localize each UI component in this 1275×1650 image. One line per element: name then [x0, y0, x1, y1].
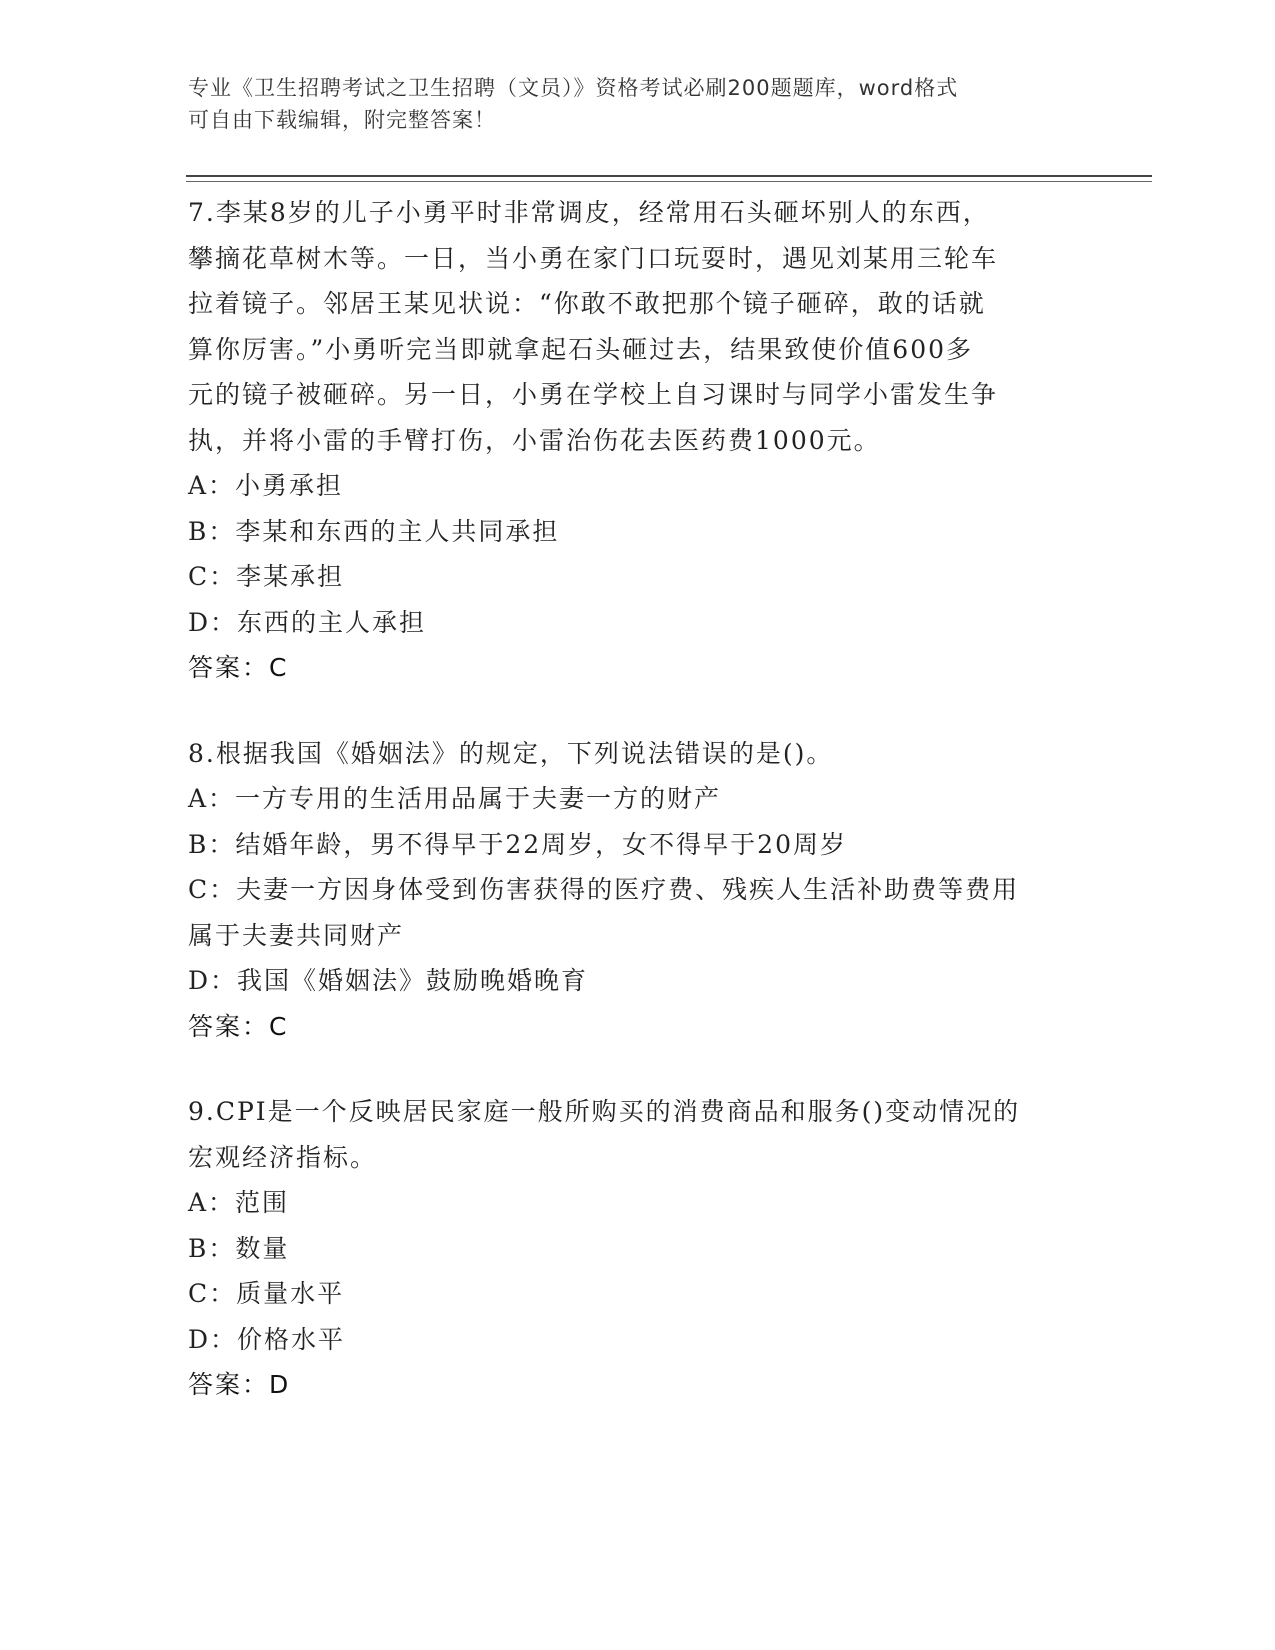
question-8	[188, 731, 1088, 1050]
question-stem-line: 9.CPI是一个反映居民家庭一般所购买的消费商品和服务()变动情况的	[188, 1097, 1021, 1126]
option-a: A：小勇承担	[188, 471, 344, 500]
question-7	[188, 190, 1088, 691]
answer-line: 答案：C	[188, 1011, 289, 1041]
question-stem-line: 算你厉害。”小勇听完当即就拿起石头砸过去，结果致使价值600多	[188, 334, 974, 364]
header-divider-thick	[186, 175, 1152, 177]
option-d: D：我国《婚姻法》鼓励晚婚晚育	[188, 966, 589, 995]
option-d: D：东西的主人承担	[188, 607, 427, 637]
option-a: A：范围	[188, 1188, 290, 1217]
question-9	[188, 1089, 1088, 1408]
option-b: B：李某和东西的主人共同承担	[188, 516, 560, 546]
header-title-line-1: 专业《卫生招聘考试之卫生招聘（文员）》资格考试必刷200题题库，word格式	[188, 76, 959, 100]
option-b: B：数量	[188, 1233, 290, 1263]
question-list	[188, 190, 1088, 1448]
document-header	[188, 72, 1068, 136]
option-c: C：夫妻一方因身体受到伤害获得的医疗费、残疾人生活补助费等费用	[188, 875, 1020, 904]
header-title-line-2: 可自由下载编辑，附完整答案！	[188, 108, 496, 132]
option-c-continued: 属于夫妻共同财产	[188, 920, 405, 950]
option-c: C：李某承担	[188, 562, 345, 591]
option-d: D：价格水平	[188, 1324, 346, 1354]
question-stem-line: 拉着镜子。邻居王某见状说：“你敢不敢把那个镜子砸碎，敢的话就	[188, 289, 986, 318]
question-stem-line: 执，并将小雷的手臂打伤，小雷治伤花去医药费1000元。	[188, 425, 881, 455]
question-stem-line: 元的镜子被砸碎。另一日，小勇在学校上自习课时与同学小雷发生争	[188, 380, 999, 409]
option-b: B：结婚年龄，男不得早于22周岁，女不得早于20周岁	[188, 829, 847, 859]
option-c: C：质量水平	[188, 1279, 345, 1308]
header-divider-thin	[186, 181, 1152, 182]
answer-line: 答案：D	[188, 1370, 291, 1399]
question-stem-line: 攀摘花草树木等。一日，当小勇在家门口玩耍时，遇见刘某用三轮车	[188, 243, 999, 273]
question-stem-line: 7.李某8岁的儿子小勇平时非常调皮，经常用石头砸坏别人的东西，	[188, 198, 990, 227]
question-stem-line: 宏观经济指标。	[188, 1142, 378, 1172]
question-stem-line: 8.根据我国《婚姻法》的规定，下列说法错误的是()。	[188, 738, 834, 768]
answer-line: 答案：C	[188, 653, 289, 682]
option-a: A：一方专用的生活用品属于夫妻一方的财产	[188, 784, 722, 813]
